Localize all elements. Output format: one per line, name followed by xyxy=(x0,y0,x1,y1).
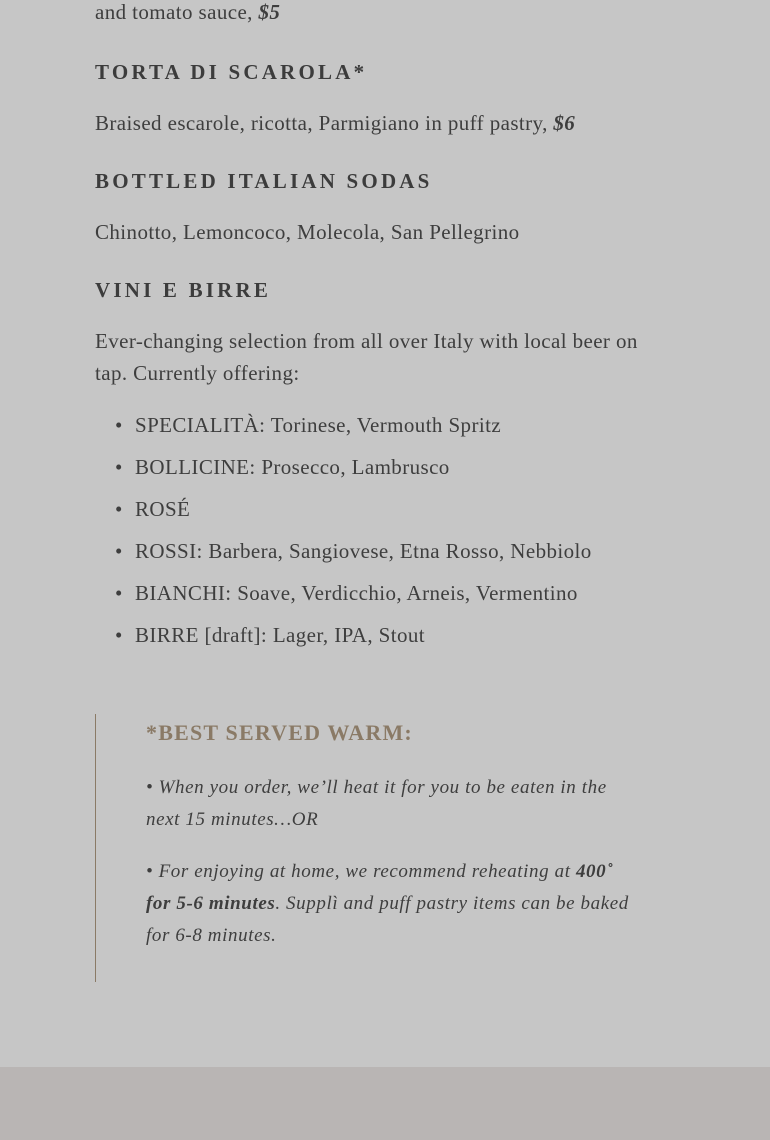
bullet-icon: • xyxy=(115,539,123,563)
list-item-values: Prosecco, Lambrusco xyxy=(261,455,450,479)
list-item-separator: : xyxy=(259,413,271,437)
wine-list xyxy=(95,404,592,656)
vini-title: VINI E BIRRE xyxy=(95,278,272,302)
list-item xyxy=(95,572,592,614)
list-item-values: Lager, IPA, Stout xyxy=(272,623,425,647)
torta-description-text: Braised escarole, ricotta, Parmigiano in puff pastry, xyxy=(95,111,554,135)
list-item xyxy=(95,530,592,572)
list-item-separator: : xyxy=(260,623,273,647)
list-item-label: BIANCHI xyxy=(135,581,226,605)
sodas-description: Chinotto, Lemoncoco, Molecola, San Pellegrino xyxy=(95,220,520,244)
bullet-icon: • xyxy=(115,497,123,521)
bullet-icon: • xyxy=(115,581,123,605)
previous-item-text: and tomato sauce, xyxy=(95,0,259,24)
footer-band xyxy=(0,1067,770,1140)
list-item-separator: : xyxy=(196,539,209,563)
list-item-label: ROSSI xyxy=(135,539,197,563)
list-item xyxy=(95,404,592,446)
torta-title: TORTA DI SCAROLA* xyxy=(95,60,368,84)
list-item-label: BIRRE [draft] xyxy=(135,623,261,647)
bullet-icon: • xyxy=(115,623,123,647)
list-item xyxy=(95,446,592,488)
bullet-icon: • xyxy=(115,413,123,437)
note-home-temperature: 400˚ for 5-6 minutes xyxy=(146,861,614,914)
list-item-separator: : xyxy=(249,455,262,479)
torta-price: $6 xyxy=(553,111,576,135)
bullet-icon: • xyxy=(115,455,123,479)
vini-description: Ever-changing selection from all over Italy with local beer on tap. Currently offering: xyxy=(95,329,638,385)
sodas-title: BOTTLED ITALIAN SODAS xyxy=(95,169,433,193)
list-item-label: BOLLICINE xyxy=(135,455,250,479)
list-item-values: Soave, Verdicchio, Arneis, Vermentino xyxy=(237,581,578,605)
note-home-text-end: . Supplì and puff pastry items can be baked for 6-8 minutes. xyxy=(146,893,629,946)
torta-description xyxy=(95,107,575,139)
note-paragraph-home xyxy=(146,856,636,952)
list-item-values: Torinese, Vermouth Spritz xyxy=(270,413,502,437)
list-item-values: Barbera, Sangiovese, Etna Rosso, Nebbiolo xyxy=(208,539,592,563)
list-item-separator: : xyxy=(225,581,238,605)
list-item xyxy=(95,488,592,530)
list-item-label: SPECIALITÀ xyxy=(135,413,260,437)
warm-serving-note xyxy=(95,714,636,982)
list-item xyxy=(95,614,592,656)
previous-item-description xyxy=(95,0,280,28)
note-home-text-start: • For enjoying at home, we recommend reheating at xyxy=(146,861,576,882)
previous-item-price: $5 xyxy=(258,0,281,24)
list-item-label: ROSÉ xyxy=(135,497,191,521)
note-paragraph-order: • When you order, we’ll heat it for you to be eaten in the next 15 minutes…OR xyxy=(146,777,607,830)
note-title: *BEST SERVED WARM: xyxy=(146,720,413,745)
